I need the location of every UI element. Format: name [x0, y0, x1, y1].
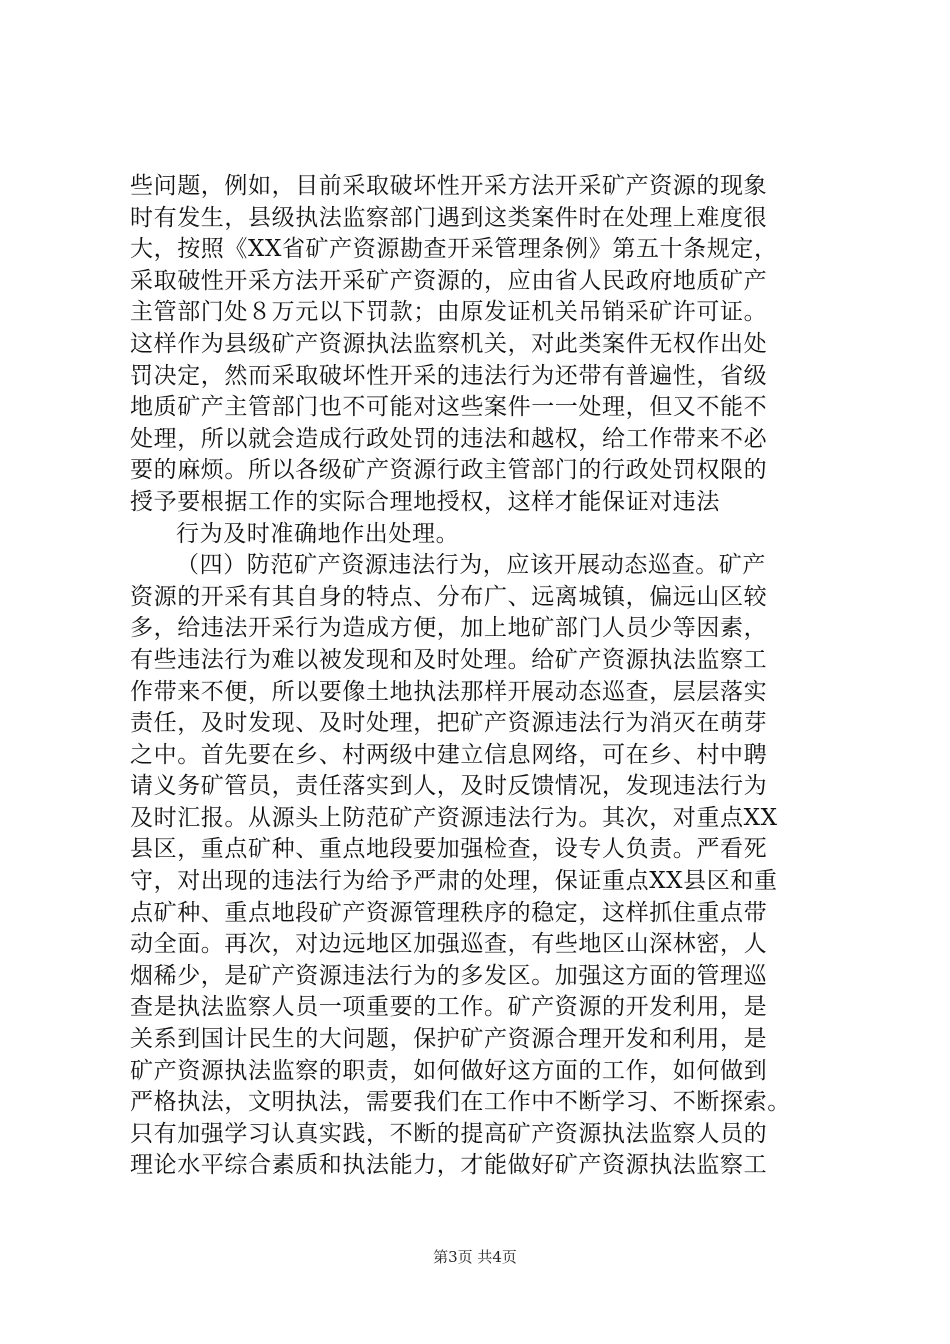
text-line: 罚决定，然而采取破坏性开采的违法行为还带有普遍性，省级	[130, 362, 768, 389]
text-line: 及时汇报。从源头上防范矿产资源违法行为。其次，对重点XX	[130, 804, 778, 831]
section-heading-line: （四）防范矿产资源违法行为，应该开展动态巡查。矿产	[176, 552, 766, 579]
text-line: 严格执法，文明执法，需要我们在工作中不断学习、不断探索。	[130, 1089, 791, 1116]
text-line: 之中。首先要在乡、村两级中建立信息网络，可在乡、村中聘	[130, 741, 768, 768]
text-line: 动全面。再次，对边远地区加强巡查，有些地区山深林密，人	[130, 931, 768, 958]
text-line: 关系到国计民生的大问题，保护矿产资源合理开发和利用，是	[130, 1026, 768, 1053]
text-line: 处理，所以就会造成行政处罚的违法和越权，给工作带来不必	[130, 425, 768, 452]
text-line: 地质矿产主管部门也不可能对这些案件一一处理，但又不能不	[130, 394, 768, 421]
text-line: 资源的开采有其自身的特点、分布广、远离城镇，偏远山区较	[130, 583, 768, 610]
text-line: 烟稀少，是矿产资源违法行为的多发区。加强这方面的管理巡	[130, 962, 768, 989]
text-line: 作带来不便，所以要像土地执法那样开展动态巡查，层层落实	[130, 678, 768, 705]
text-line: 守，对出现的违法行为给予严肃的处理，保证重点XX县区和重	[130, 868, 778, 895]
text-line: 责任，及时发现、及时处理，把矿产资源违法行为消灭在萌芽	[130, 710, 768, 737]
text-line: 行为及时准确地作出处理。	[176, 520, 460, 547]
text-line: 主管部门处８万元以下罚款；由原发证机关吊销采矿许可证。	[130, 299, 768, 326]
page-number-footer: 第3页 共4页	[433, 1248, 517, 1266]
text-line: 时有发生，县级执法监察部门遇到这类案件时在处理上难度很	[130, 204, 768, 231]
text-line: 要的麻烦。所以各级矿产资源行政主管部门的行政处罚权限的	[130, 457, 768, 484]
text-line: 这样作为县级矿产资源执法监察机关，对此类案件无权作出处	[130, 330, 768, 357]
text-line: 多，给违法开采行为造成方便，加上地矿部门人员少等因素，	[130, 615, 768, 642]
text-line: 只有加强学习认真实践，不断的提高矿产资源执法监察人员的	[130, 1120, 768, 1147]
text-line: 查是执法监察人员一项重要的工作。矿产资源的开发利用，是	[130, 994, 768, 1021]
text-line: 有些违法行为难以被发现和及时处理。给矿产资源执法监察工	[130, 646, 768, 673]
text-line: 采取破性开采方法开采矿产资源的，应由省人民政府地质矿产	[130, 267, 768, 294]
text-line: 理论水平综合素质和执法能力，才能做好矿产资源执法监察工	[130, 1152, 768, 1179]
text-line: 请义务矿管员，责任落实到人，及时反馈情况，发现违法行为	[130, 773, 768, 800]
text-line: 点矿种、重点地段矿产资源管理秩序的稳定，这样抓住重点带	[130, 899, 768, 926]
text-line: 授予要根据工作的实际合理地授权，这样才能保证对违法	[130, 488, 720, 515]
text-line: 矿产资源执法监察的职责，如何做好这方面的工作，如何做到	[130, 1057, 768, 1084]
document-body	[130, 171, 850, 1182]
text-line: 些问题，例如，目前采取破坏性开采方法开采矿产资源的现象	[130, 173, 768, 199]
text-line: 县区，重点矿种、重点地段要加强检查，设专人负责。严看死	[130, 836, 768, 863]
text-line: 大，按照《XX省矿产资源勘查开采管理条例》第五十条规定，	[130, 236, 778, 263]
